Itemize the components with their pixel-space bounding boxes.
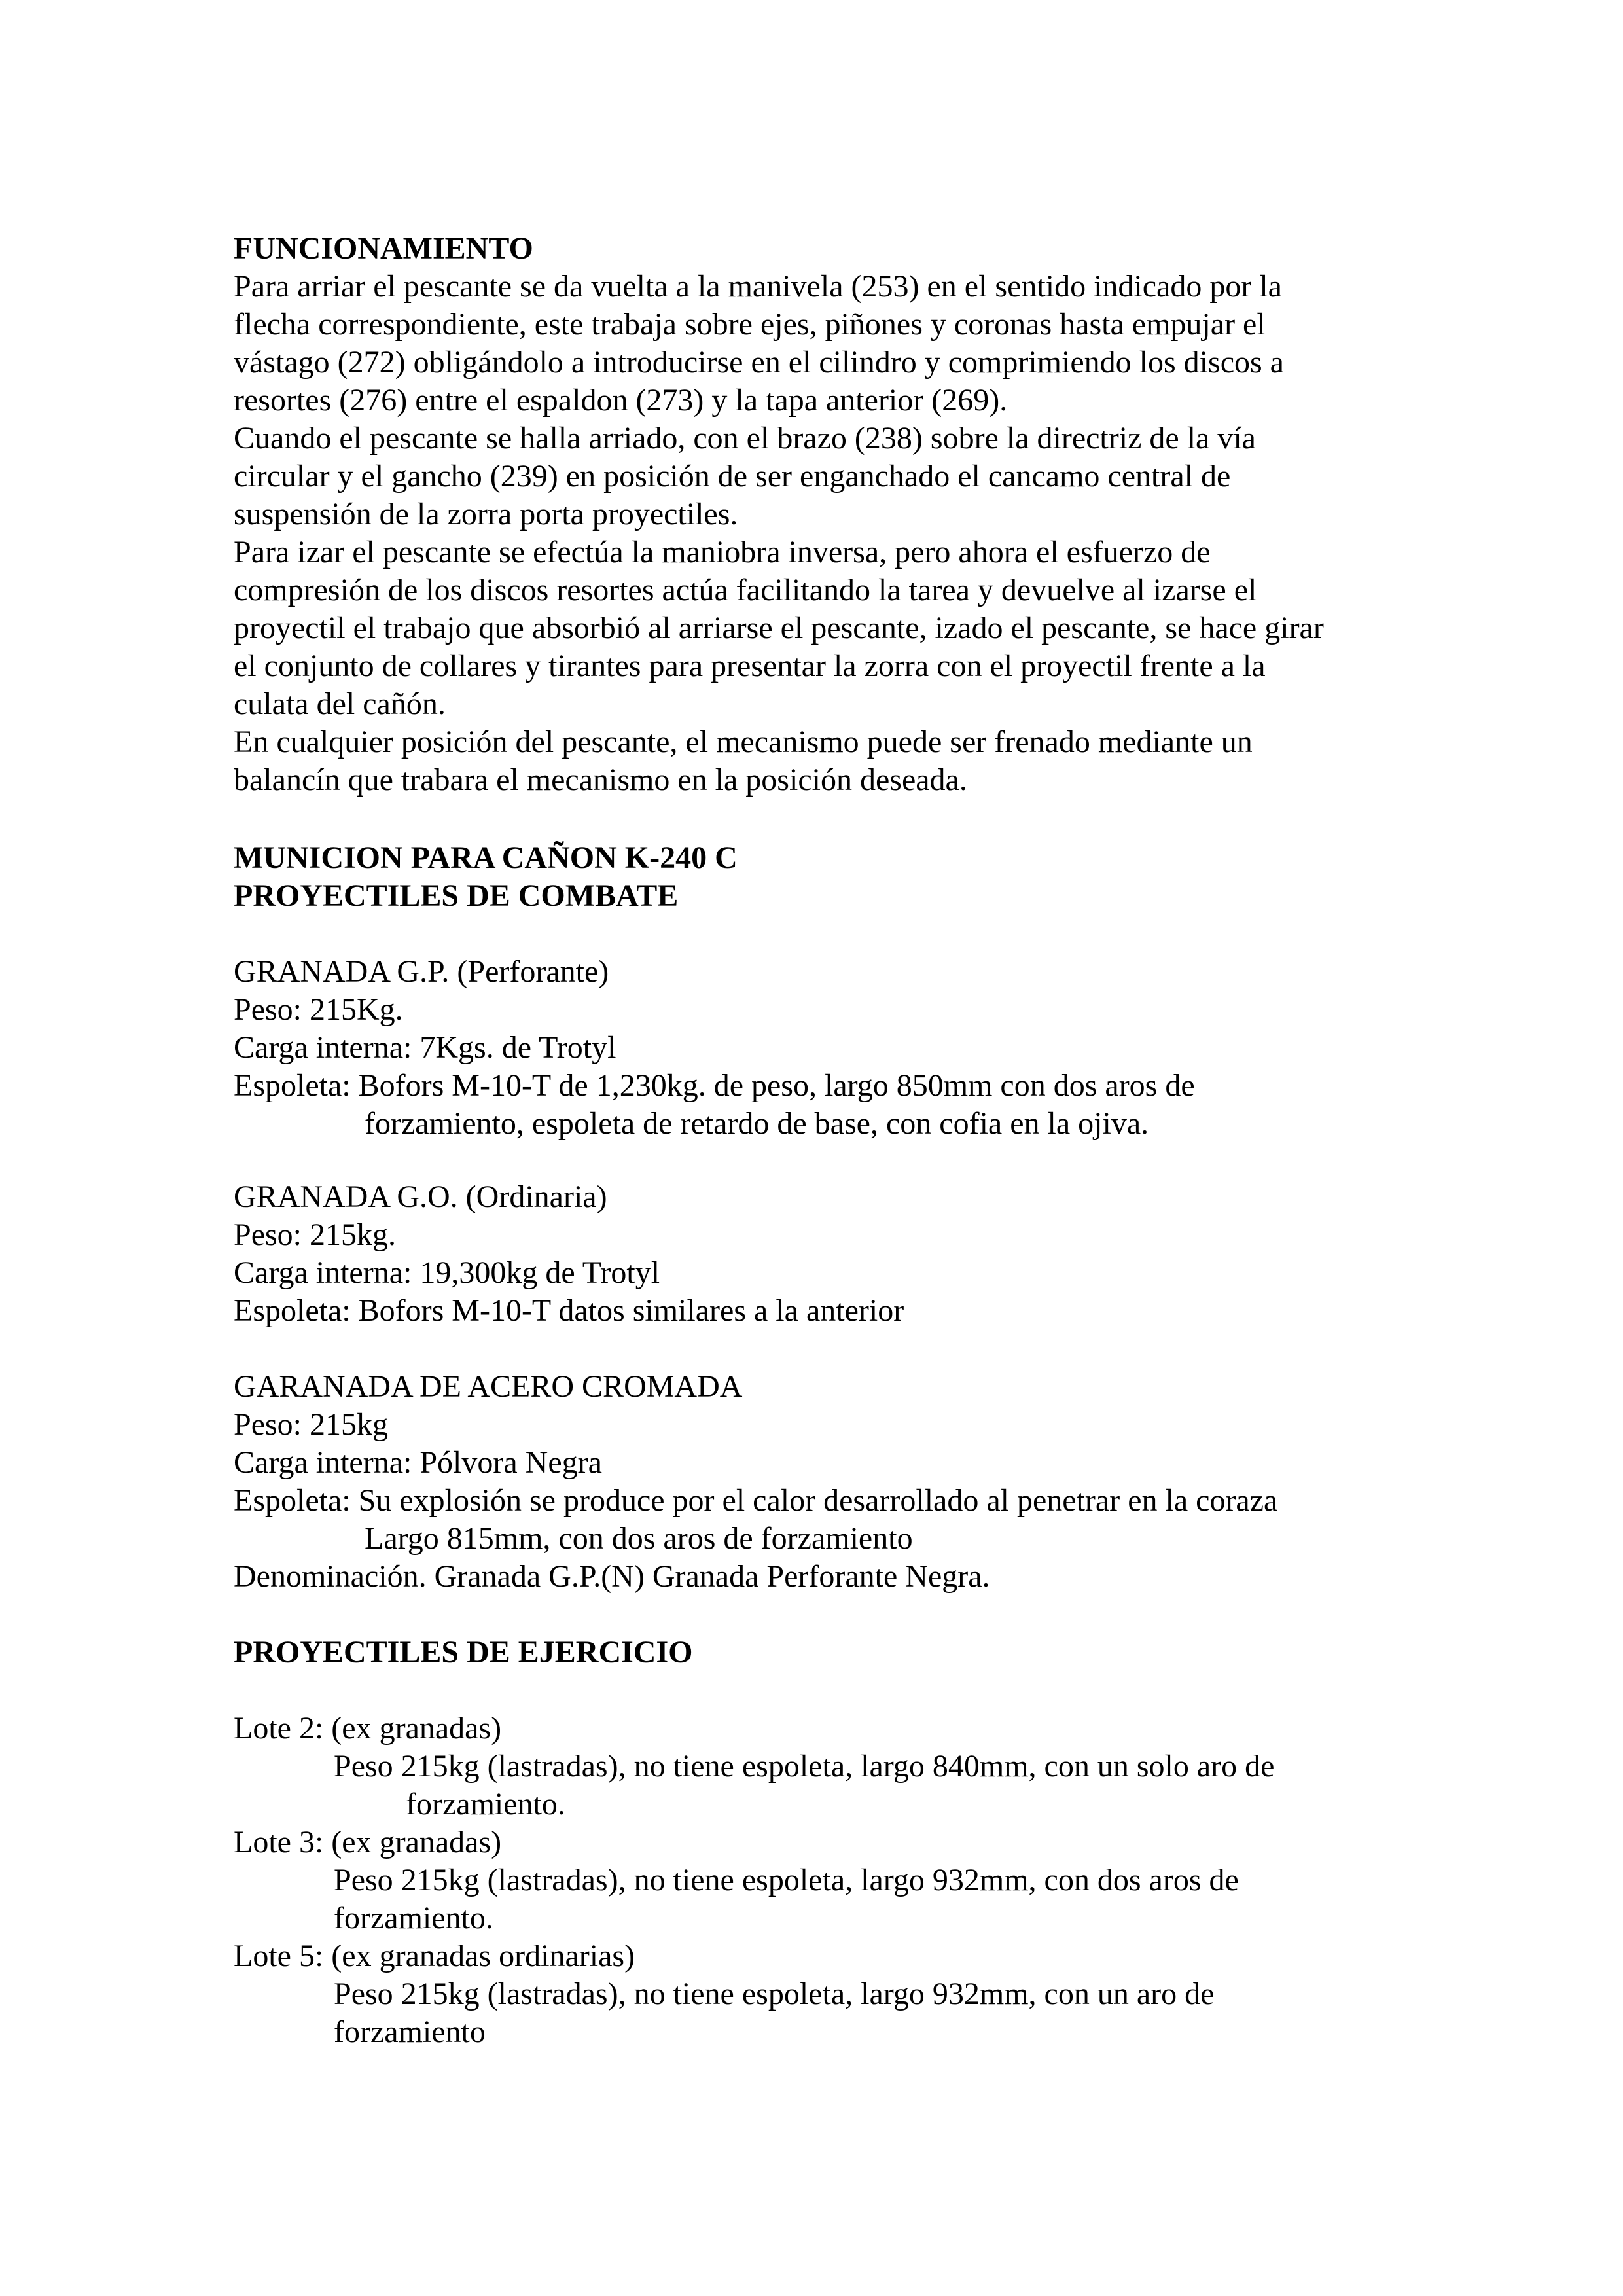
granada-go-carga: Carga interna: 19,300kg de Trotyl (234, 1255, 660, 1290)
granada-gp-peso: Peso: 215Kg. (234, 992, 403, 1027)
lote-2-desc-cont: forzamiento. (406, 1787, 565, 1821)
paragraph-line: Cuando el pescante se halla arriado, con el brazo (238) sobre la directriz de la vía (234, 421, 1256, 456)
paragraph-line: el conjunto de collares y tirantes para presentar la zorra con el proyectil frente a la (234, 649, 1266, 683)
granada-go-espoleta: Espoleta: Bofors M-10-T datos similares a la anterior (234, 1293, 904, 1328)
paragraph-line: vástago (272) obligándolo a introducirse en el cilindro y comprimiendo los discos a (234, 345, 1284, 380)
granada-go-title: GRANADA G.O. (Ordinaria) (234, 1179, 607, 1214)
paragraph-line: resortes (276) entre el espaldon (273) y la tapa anterior (269). (234, 383, 1008, 418)
paragraph-line: En cualquier posición del pescante, el mecanismo puede ser frenado mediante un (234, 725, 1253, 759)
paragraph-line: Para izar el pescante se efectúa la maniobra inversa, pero ahora el esfuerzo de (234, 535, 1211, 569)
lote-2-title: Lote 2: (ex granadas) (234, 1711, 502, 1746)
granada-acero-peso: Peso: 215kg (234, 1407, 389, 1442)
lote-3-desc-cont: forzamiento. (334, 1901, 493, 1935)
section-heading-funcionamiento: FUNCIONAMIENTO (234, 231, 533, 266)
lote-5-desc-cont: forzamiento (334, 2015, 486, 2049)
section-heading-municion: MUNICION PARA CAÑON K-240 C (234, 840, 738, 875)
paragraph-line: suspensión de la zorra porta proyectiles. (234, 497, 738, 531)
section-heading-ejercicio: PROYECTILES DE EJERCICIO (234, 1635, 693, 1670)
lote-3-desc: Peso 215kg (lastradas), no tiene espoleta, largo 932mm, con dos aros de (334, 1863, 1239, 1897)
lote-2-desc: Peso 215kg (lastradas), no tiene espoleta, largo 840mm, con un solo aro de (334, 1749, 1275, 1784)
paragraph-line: balancín que trabara el mecanismo en la posición deseada. (234, 762, 967, 797)
paragraph-line: flecha correspondiente, este trabaja sobre ejes, piñones y coronas hasta empujar el (234, 307, 1266, 342)
paragraph-line: Para arriar el pescante se da vuelta a la manivela (253) en el sentido indicado por la (234, 269, 1282, 304)
paragraph-line: circular y el gancho (239) en posición de ser enganchado el cancamo central de (234, 459, 1231, 493)
granada-acero-espoleta-cont: Largo 815mm, con dos aros de forzamiento (365, 1521, 913, 1556)
granada-gp-espoleta: Espoleta: Bofors M-10-T de 1,230kg. de peso, largo 850mm con dos aros de (234, 1068, 1195, 1103)
lote-3-title: Lote 3: (ex granadas) (234, 1825, 502, 1859)
paragraph-line: culata del cañón. (234, 687, 446, 721)
granada-acero-carga: Carga interna: Pólvora Negra (234, 1445, 602, 1480)
granada-acero-espoleta: Espoleta: Su explosión se produce por el calor desarrollado al penetrar en la coraza (234, 1483, 1278, 1518)
granada-acero-denominacion: Denominación. Granada G.P.(N) Granada Perforante Negra. (234, 1559, 990, 1594)
granada-gp-espoleta-cont: forzamiento, espoleta de retardo de base, con cofia en la ojiva. (365, 1106, 1149, 1141)
paragraph-line: compresión de los discos resortes actúa facilitando la tarea y devuelve al izarse el (234, 573, 1257, 607)
lote-5-title: Lote 5: (ex granadas ordinarias) (234, 1939, 635, 1973)
granada-gp-carga: Carga interna: 7Kgs. de Trotyl (234, 1030, 616, 1065)
granada-go-peso: Peso: 215kg. (234, 1217, 397, 1252)
section-subheading-combate: PROYECTILES DE COMBATE (234, 878, 679, 913)
lote-5-desc: Peso 215kg (lastradas), no tiene espoleta, largo 932mm, con un aro de (334, 1977, 1215, 2011)
paragraph-line: proyectil el trabajo que absorbió al arriarse el pescante, izado el pescante, se hace girar (234, 611, 1324, 645)
granada-acero-title: GARANADA DE ACERO CROMADA (234, 1369, 743, 1404)
granada-gp-title: GRANADA G.P. (Perforante) (234, 954, 609, 989)
